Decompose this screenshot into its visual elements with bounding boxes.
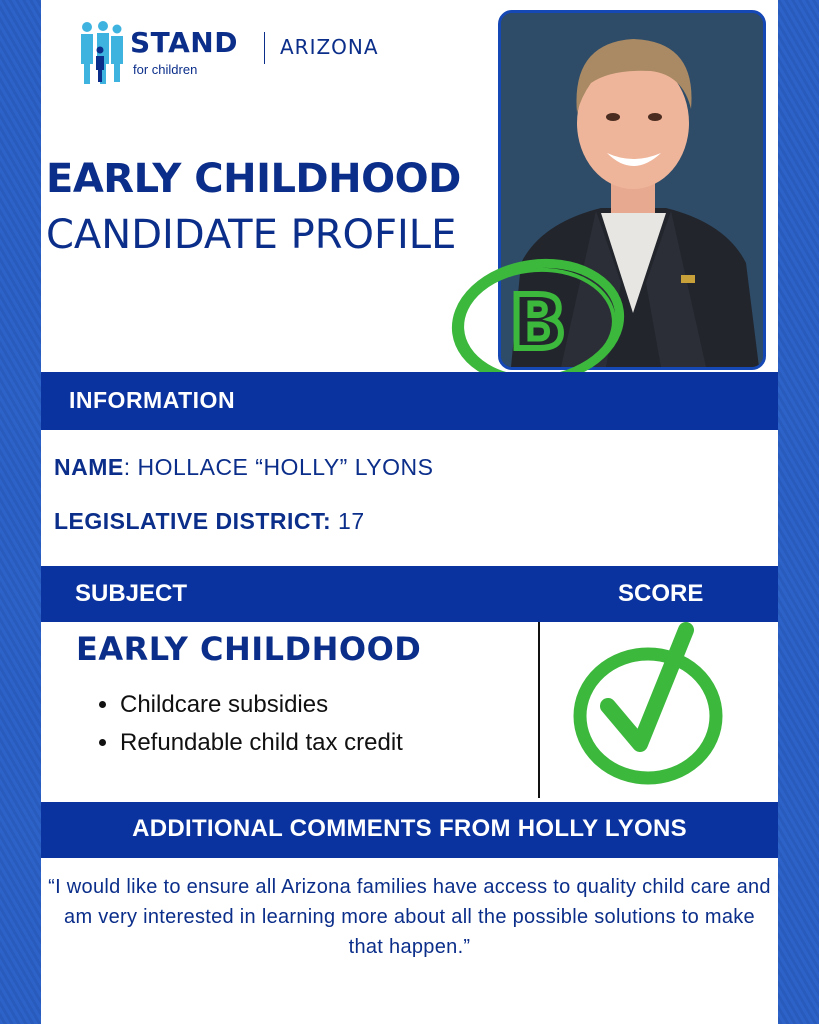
score-header: SCORE (618, 580, 704, 607)
subject-banner (41, 566, 778, 622)
page-title: EARLY CHILDHOOD (46, 156, 461, 202)
district-label: LEGISLATIVE DISTRICT: (54, 508, 332, 534)
district-value: 17 (331, 508, 365, 534)
grade-letter: B (509, 280, 567, 366)
grade-circle-icon (446, 252, 626, 392)
candidate-name (54, 454, 433, 481)
page-subtitle: CANDIDATE PROFILE (46, 212, 457, 258)
green-check-icon (568, 620, 738, 792)
list-item: • Refundable child tax credit (120, 724, 403, 762)
logo-divider (264, 32, 265, 64)
list-item: • Childcare subsidies (120, 686, 403, 724)
logo-brand: STAND (130, 26, 238, 59)
information-banner (41, 372, 778, 430)
logo-state: ARIZONA (280, 35, 379, 59)
comments-banner (41, 802, 778, 858)
legislative-district (54, 508, 365, 535)
logo-tagline: for children (133, 62, 198, 77)
subject-header: SUBJECT (75, 580, 188, 607)
stand-logo (78, 18, 408, 88)
name-value: : HOLLACE “HOLLY” LYONS (123, 454, 434, 480)
information-header: INFORMATION (69, 387, 236, 413)
comments-header: ADDITIONAL COMMENTS FROM HOLLY LYONS (132, 815, 687, 842)
subject-title: EARLY CHILDHOOD (76, 630, 422, 668)
family-figures-icon (78, 20, 128, 86)
name-label: NAME (54, 454, 124, 480)
subject-bullets (96, 686, 403, 762)
candidate-quote: “I would like to ensure all Arizona families have access to quality child care and am very interested in learning more about all the possible solutions to make that happen.” (48, 876, 771, 958)
column-divider (538, 622, 540, 798)
